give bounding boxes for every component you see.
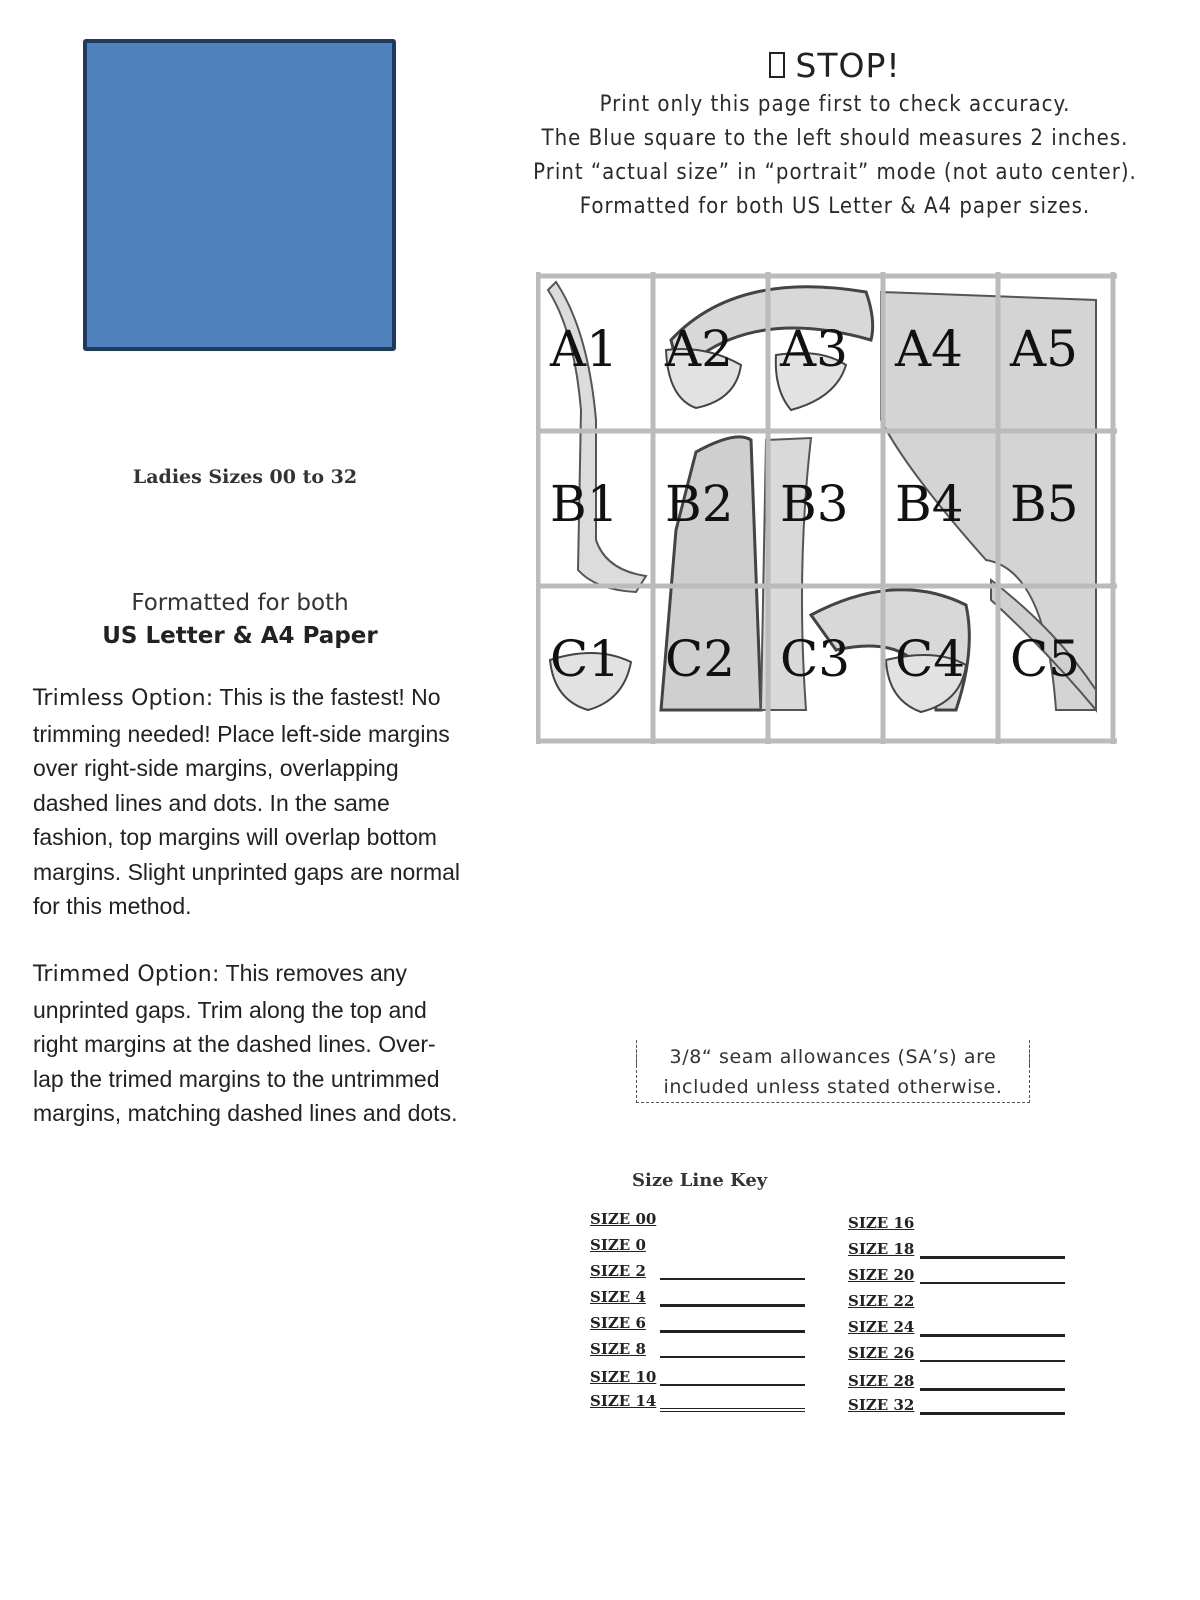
stop-line-4: Formatted for both US Letter & A4 paper sizes. (579, 194, 1091, 219)
size-key-line (660, 1278, 805, 1280)
size-key-row (590, 1262, 820, 1282)
tile-label-a2: A2 (665, 320, 733, 378)
formatted-note (80, 587, 400, 653)
tile-layout-diagram (536, 270, 1118, 744)
size-key-label: SIZE 28 (848, 1372, 915, 1390)
size-key-row (590, 1314, 820, 1334)
tile-layout-svg (536, 270, 1118, 744)
size-key-label: SIZE 00 (590, 1210, 657, 1228)
stop-line-1: Print only this page first to check accuracy. (599, 92, 1071, 117)
size-key-row (848, 1318, 1078, 1338)
size-key-label: SIZE 0 (590, 1236, 646, 1254)
tile-label-c1: C1 (550, 630, 621, 688)
tile-label-c4: C4 (895, 630, 966, 688)
size-key-label: SIZE 6 (590, 1314, 646, 1332)
size-key-row (590, 1236, 820, 1256)
size-key-label: SIZE 8 (590, 1340, 646, 1358)
tile-label-a3: A3 (780, 320, 848, 378)
size-key-row (590, 1392, 820, 1412)
trimmed-lead: Trimmed Option: (33, 962, 220, 987)
seam-allowance-line-1: 3/8“ seam allowances (SA’s) are (669, 1046, 997, 1068)
size-key-line (920, 1282, 1065, 1284)
size-key-label: SIZE 26 (848, 1344, 915, 1362)
size-key-label: SIZE 32 (848, 1396, 915, 1414)
sizes-heading: Ladies Sizes 00 to 32 (132, 466, 358, 488)
tile-label-b1: B1 (550, 475, 619, 533)
size-key-label: SIZE 2 (590, 1262, 646, 1280)
tile-label-c2: C2 (665, 630, 736, 688)
tile-label-b5: B5 (1010, 475, 1079, 533)
size-key-row (848, 1214, 1078, 1234)
size-key-label: SIZE 24 (848, 1318, 915, 1336)
tile-label-a1: A1 (550, 320, 618, 378)
size-key-row (848, 1344, 1078, 1364)
tile-label-b2: B2 (665, 475, 734, 533)
size-key-row (848, 1266, 1078, 1286)
size-key-label: SIZE 20 (848, 1266, 915, 1284)
size-key-line (920, 1334, 1065, 1337)
size-key-label: SIZE 14 (590, 1392, 657, 1410)
size-key-line (920, 1388, 1065, 1391)
calibration-square (83, 39, 396, 351)
formatted-line-2: US Letter & A4 Paper (102, 623, 378, 649)
tile-label-c5: C5 (1010, 630, 1081, 688)
tile-label-a4: A4 (895, 320, 963, 378)
size-key-row (848, 1396, 1078, 1416)
size-key-label: SIZE 16 (848, 1214, 915, 1232)
size-key-line (660, 1408, 805, 1412)
size-key-row (590, 1288, 820, 1308)
size-key-line (660, 1330, 805, 1333)
warning-icon (769, 52, 785, 78)
seam-allowance-line-2: included unless stated otherwise. (663, 1076, 1003, 1098)
size-key-row (848, 1372, 1078, 1392)
size-key-row (590, 1368, 820, 1388)
size-key-label: SIZE 22 (848, 1292, 915, 1310)
size-key-label: SIZE 10 (590, 1368, 657, 1386)
size-key-label: SIZE 4 (590, 1288, 646, 1306)
size-key-line (920, 1256, 1065, 1259)
tile-label-c3: C3 (780, 630, 851, 688)
size-line-key-title: Size Line Key (632, 1170, 768, 1191)
size-key-line (920, 1360, 1065, 1362)
trimmed-text: This removes any unprinted gaps. Trim along the top and right margins at the dashed lines. Over-lap the trimed margins to the untrimmed margins, matching dashed lines and dots. (33, 960, 458, 1126)
size-key-row (590, 1210, 820, 1230)
size-key-row (848, 1240, 1078, 1260)
trimmed-instructions (33, 956, 463, 1131)
formatted-line-1: Formatted for both (131, 590, 349, 616)
size-key-line (920, 1412, 1065, 1415)
trimless-lead: Trimless Option: (33, 686, 214, 711)
size-key-row (590, 1340, 820, 1360)
size-key-line (660, 1356, 805, 1358)
stop-line-3: Print “actual size” in “portrait” mode (not auto center). (533, 160, 1137, 185)
seam-allowance-note (636, 1040, 1030, 1103)
stop-title: STOP! (795, 46, 901, 85)
stop-notice (505, 44, 1165, 224)
tile-label-b4: B4 (895, 475, 964, 533)
size-key-line (660, 1384, 805, 1386)
trimless-instructions (33, 680, 463, 924)
tile-label-b3: B3 (780, 475, 849, 533)
stop-line-2: The Blue square to the left should measures 2 inches. (541, 126, 1129, 151)
trimless-text: This is the fastest! No trimming needed! Place left-side margins over right-side margins, overlapping dashed lines and dots. In the same fashion, top margins will overlap bottom margins. Slight unprinted gaps are normal for this method. (33, 684, 461, 919)
size-key-line (660, 1304, 805, 1307)
size-key-row (848, 1292, 1078, 1312)
tile-label-a5: A5 (1010, 320, 1078, 378)
size-key-label: SIZE 18 (848, 1240, 915, 1258)
